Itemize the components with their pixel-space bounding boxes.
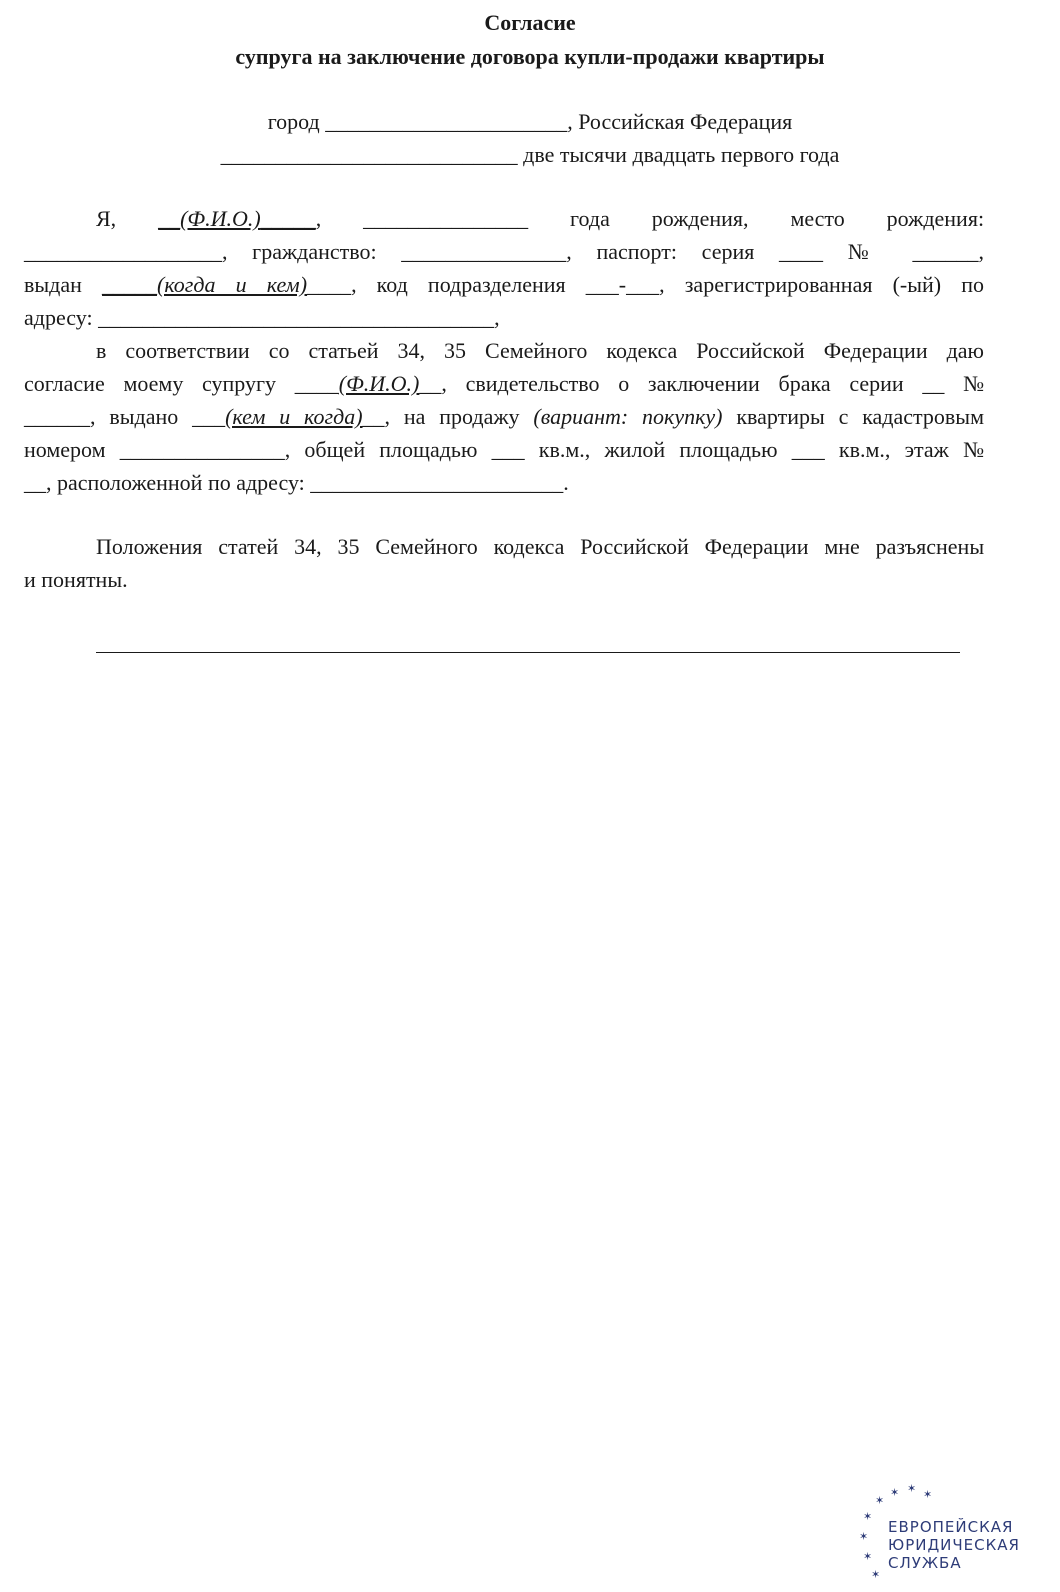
- word: моему: [123, 371, 184, 396]
- signature-line: [96, 652, 960, 653]
- word: кадастровым: [862, 404, 985, 429]
- living-area-blank: ___: [791, 437, 825, 462]
- word: с: [838, 404, 849, 429]
- svg-text:✶: ✶: [907, 1484, 917, 1495]
- document-subtitle: супруга на заключение договора купли-продажи квартиры: [235, 44, 825, 69]
- word: жилой: [604, 437, 666, 462]
- city-blank: ______________________: [325, 109, 568, 134]
- marriage-number-blank: ______,: [24, 404, 96, 429]
- word: №: [963, 371, 985, 396]
- word: №: [963, 437, 985, 462]
- word: Российской: [580, 534, 689, 559]
- p3-line2: и понятны.: [24, 567, 128, 592]
- word: выдано: [109, 404, 179, 429]
- word: Я,: [96, 206, 117, 231]
- issued-by-field: [192, 404, 390, 429]
- word: (-ый): [892, 272, 942, 297]
- word: №: [847, 239, 888, 264]
- svg-text:✶: ✶: [863, 1510, 873, 1523]
- word: место: [790, 206, 845, 231]
- p1-line3: [24, 271, 984, 299]
- word: по: [961, 272, 985, 297]
- division-code-blank: ___-___,: [585, 272, 665, 297]
- p2-line2: [24, 370, 984, 398]
- svg-text:✶: ✶: [923, 1488, 933, 1501]
- word: брака: [778, 371, 831, 396]
- blank: ____: [294, 371, 339, 396]
- word: рождения,: [651, 206, 749, 231]
- word: рождения:: [886, 206, 985, 231]
- logo-text-line2: ЮРИДИЧЕСКАЯ: [888, 1536, 1020, 1554]
- blank: __,: [362, 404, 391, 429]
- date-line: [0, 141, 1060, 169]
- date-blank: ___________________________: [220, 142, 518, 167]
- word: на: [403, 404, 426, 429]
- p1-line1: [96, 205, 984, 233]
- birthplace-blank: __________________,: [24, 239, 228, 264]
- word: кодекса: [606, 338, 678, 363]
- word: Российской: [696, 338, 805, 363]
- city-prefix: город: [267, 109, 320, 134]
- word: 34,: [397, 338, 425, 363]
- blank: __,: [419, 371, 447, 396]
- logo-text-line3: СЛУЖБА: [888, 1554, 962, 1572]
- p1-line4: адресу: ____________________________________,: [24, 305, 500, 330]
- word: 35: [337, 534, 360, 559]
- word: серия: [701, 239, 755, 264]
- word: 35: [444, 338, 466, 363]
- word: кодекса: [493, 534, 565, 559]
- blank: _____: [260, 206, 316, 231]
- document-title: Согласие: [484, 10, 576, 35]
- word: кв.м.,: [838, 437, 891, 462]
- passport-number-blank: ______,: [912, 239, 985, 264]
- word: статей: [218, 534, 279, 559]
- word: мне: [824, 534, 860, 559]
- word: номером: [24, 437, 106, 462]
- word: в: [96, 338, 107, 363]
- svg-text:✶: ✶: [859, 1530, 869, 1543]
- word: выдан: [24, 272, 82, 297]
- fio-field: [158, 206, 321, 231]
- cadastral-number-blank: _______________,: [119, 437, 291, 462]
- word: Положения: [96, 534, 203, 559]
- city-line: [0, 108, 1060, 136]
- spouse-fio-placeholder: (Ф.И.О.): [338, 371, 420, 396]
- word: Федерации: [704, 534, 809, 559]
- word: Семейного: [485, 338, 588, 363]
- svg-text:✶: ✶: [875, 1494, 885, 1507]
- word: 34,: [294, 534, 322, 559]
- word: общей: [304, 437, 366, 462]
- issued-placeholder: (когда и кем): [157, 272, 308, 297]
- p2-line3: [24, 403, 984, 431]
- citizenship-blank: _______________,: [401, 239, 572, 264]
- svg-text:✶: ✶: [871, 1568, 881, 1581]
- word: Семейного: [375, 534, 478, 559]
- word: код: [376, 272, 408, 297]
- p2-line5: __, расположенной по адресу: _______________________.: [24, 470, 569, 495]
- issued-field: [102, 272, 357, 297]
- blank: __: [158, 206, 181, 231]
- word: гражданство:: [252, 239, 377, 264]
- word: со: [268, 338, 290, 363]
- logo-text-line1: ЕВРОПЕЙСКАЯ: [888, 1518, 1014, 1536]
- word: площадью: [679, 437, 778, 462]
- word: года: [570, 206, 610, 231]
- fio-placeholder: (Ф.И.О.): [180, 206, 261, 231]
- word: паспорт:: [596, 239, 677, 264]
- word: соответствии: [125, 338, 250, 363]
- word: заключении: [647, 371, 760, 396]
- date-suffix: две тысячи двадцать первого года: [517, 142, 840, 167]
- word: продажу: [439, 404, 520, 429]
- svg-text:✶: ✶: [890, 1486, 900, 1499]
- p1-line2: [24, 238, 984, 266]
- word: ,: [315, 206, 322, 231]
- passport-series-blank: ____: [779, 239, 824, 264]
- word: площадью: [379, 437, 478, 462]
- word: этаж: [904, 437, 949, 462]
- word: квартиры: [736, 404, 825, 429]
- word: согласие: [24, 371, 105, 396]
- blank: ___: [192, 404, 226, 429]
- word: разъяснены: [875, 534, 985, 559]
- city-suffix: , Российская Федерация: [567, 109, 793, 134]
- birth-date-blank: _______________: [363, 206, 529, 231]
- p2-line4: [24, 436, 984, 464]
- word: свидетельство: [465, 371, 600, 396]
- p3-line1: [96, 533, 984, 561]
- issued-by-placeholder: (кем и когда): [225, 404, 363, 429]
- word: о: [618, 371, 630, 396]
- word: подразделения: [427, 272, 566, 297]
- word: серии: [849, 371, 904, 396]
- total-area-blank: ___: [491, 437, 525, 462]
- word: кв.м.,: [538, 437, 591, 462]
- spouse-fio-field: [295, 371, 447, 396]
- blank: ____,: [307, 272, 357, 297]
- word: даю: [946, 338, 984, 363]
- variant-note: (вариант: покупку): [533, 404, 723, 429]
- word: Федерации: [823, 338, 928, 363]
- svg-text:✶: ✶: [863, 1550, 873, 1563]
- word: статьей: [308, 338, 379, 363]
- p2-line1: [96, 337, 984, 365]
- marriage-series-blank: __: [922, 371, 945, 396]
- word: супругу: [202, 371, 277, 396]
- blank: _____: [102, 272, 158, 297]
- word: зарегистрированная: [684, 272, 873, 297]
